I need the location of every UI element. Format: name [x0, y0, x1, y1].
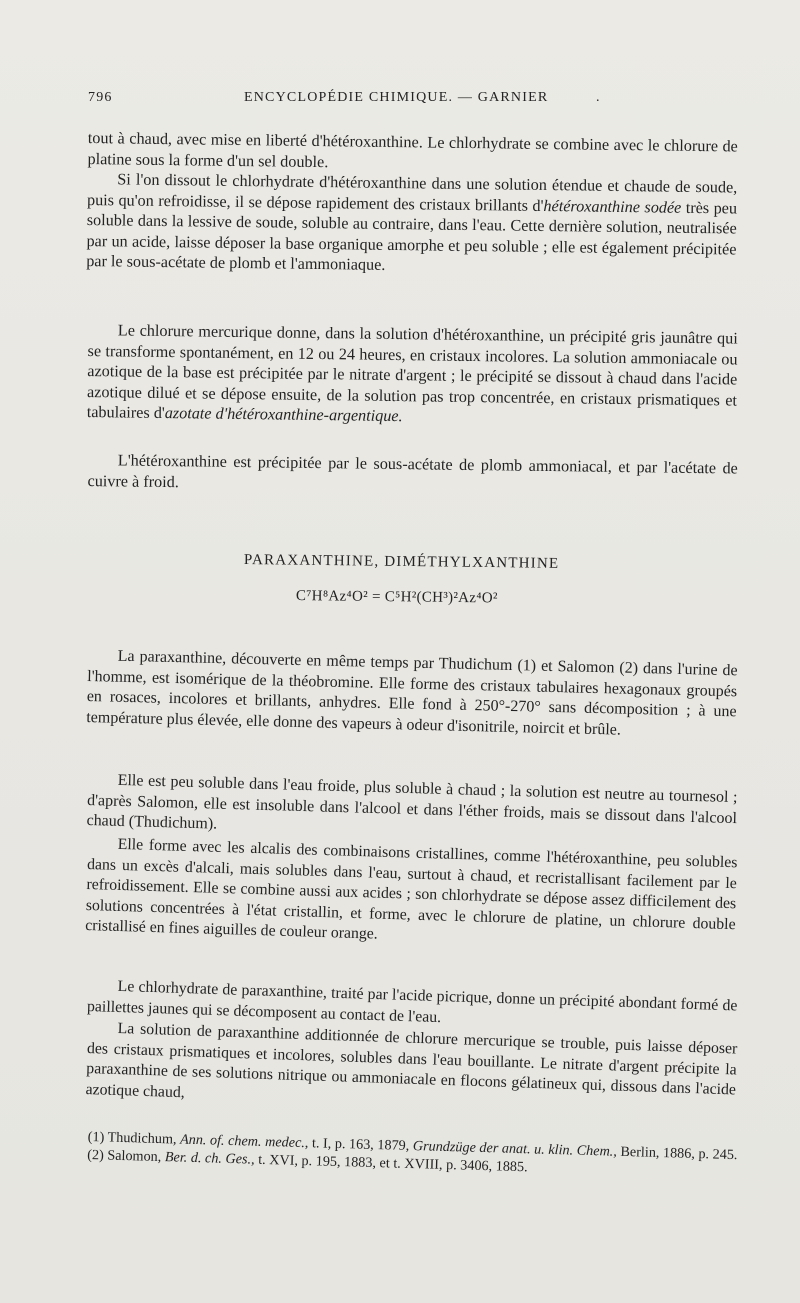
footnote-1: (1) Thudichum, Ann. of. chem. medec., t. I, p. 163, 1879, Grundzüge der anat. u. klin. Chem., Berlin, 1886, p. 245.: [87, 1128, 738, 1164]
page-number: 796: [88, 90, 113, 105]
paragraph-picrique: Le chlorhydrate de paraxanthine, traité par l'acide picrique, donne un précipité abondant formé de paillettes jaunes qui se décomposent au contact de l'eau.: [86, 977, 738, 1026]
italic-term: azotate d'hétéroxanthine-argentique.: [164, 404, 403, 426]
header-mark: .: [596, 90, 601, 105]
chemical-formula: C⁷H⁸Az⁴O² = C⁵H²(CH³)²Az⁴O²: [295, 588, 498, 607]
paragraph-continuation: [86, 128, 738, 280]
running-title: ENCYCLOPÉDIE CHIMIQUE. — GARNIER: [244, 90, 549, 105]
paragraph-solubility: Elle est peu soluble dans l'eau froide, plus soluble à chaud ; la solution est neutre au tournesol ; d'après Salomon, elle est insoluble dans l'alcool et dans l'éther froids, mais se dissout dans l'alcool chaud (Thudichum).: [86, 771, 738, 833]
footnote-2: (2) Salomon, Ber. d. ch. Ges., t. XVI, p. 195, 1883, et t. XVIII, p. 3406, 1885.: [87, 1146, 528, 1176]
page-header: [88, 90, 738, 114]
paragraph-alcalis: Elle forme avec les alcalis des combinaisons cristallines, comme l'hétéroxanthine, peu solubles dans un excès d'alcali, mais solubles dans l'eau, surtout à chaud, et recristallisant facilement par le refroidissement. Elle se combine aussi aux acides ; son chlorhydrate se dépose assez difficilement des solutions concentrées à l'état cristallin, et forme, avec le chlorure de platine, un chlorure double cristallisé en fines aiguilles de couleur orange.: [85, 835, 738, 943]
paragraph-sous-acetate: L'hétéroxanthine est précipitée par le sous-acétate de plomb ammoniacal, et par l'acétate de cuivre à froid.: [87, 451, 738, 491]
paragraph-heteroxanthine-sodee: Si l'on dissout le chlorhydrate d'hétéroxanthine dans une solution étendue et chaude de soude, puis qu'on refroidisse, il se dépose rapidement des cristaux brillants d'hétéroxanthine sodée très peu soluble dans la lessive de soude, soluble au contraire, dans l'eau. Cette dernière solution, neutralisée par un acide, laisse déposer la base organique amorphe et peu soluble ; elle est également précipitée par le sous-acétate de plomb et l'ammoniaque.: [86, 170, 738, 274]
footnotes: [87, 1128, 738, 1182]
paragraph-mercurique: La solution de paraxanthine additionnée de chlorure mercurique se trouble, puis laisse déposer des cristaux prismatiques et incolores, solubles dans l'eau bouillante. Le nitrate d'argent précipite la paraxanthine de ses solutions nitrique ou ammoniacale en flocons gélatineux qui, dissous dans l'acide azotique chaud,: [85, 1019, 738, 1101]
paragraph-paraxanthine-intro: La paraxanthine, découverte en même temps par Thudichum (1) et Salomon (2) dans l'urine de l'homme, est isomérique de la théobromine. Elle forme des cristaux tabulaires hexagonaux groupés en rosaces, incolores et brillants, anhydres. Elle fond à 250°-270° sans décomposition ; à une température plus élevée, elle donne des vapeurs à odeur d'isonitrile, noircit et brûle.: [86, 647, 738, 739]
paragraph-text: tout à chaud, avec mise en liberté d'hétéroxanthine. Le chlorhydrate se combine avec le chlorure de platine sous la forme d'un sel double.: [87, 128, 738, 171]
paragraph-chlorure-mercurique: Le chlorure mercurique donne, dans la solution d'hétéroxanthine, un précipité gris jaunâtre qui se transforme spontanément, en 12 ou 24 heures, en cristaux incolores. La solution ammoniacale ou azotique de la base est précipitée par le nitrate d'argent ; le précipité se dissout à chaud dans l'acide azotique dilué et se dépose ensuite, de la solution pas trop concentrée, en cristaux prismatiques et tabulaires d'azotate d'hétéroxanthine-argentique.: [86, 321, 738, 426]
italic-term: hétéroxanthine sodée: [543, 196, 682, 217]
section-title: PARAXANTHINE, DIMÉTHYLXANTHINE: [243, 552, 560, 572]
